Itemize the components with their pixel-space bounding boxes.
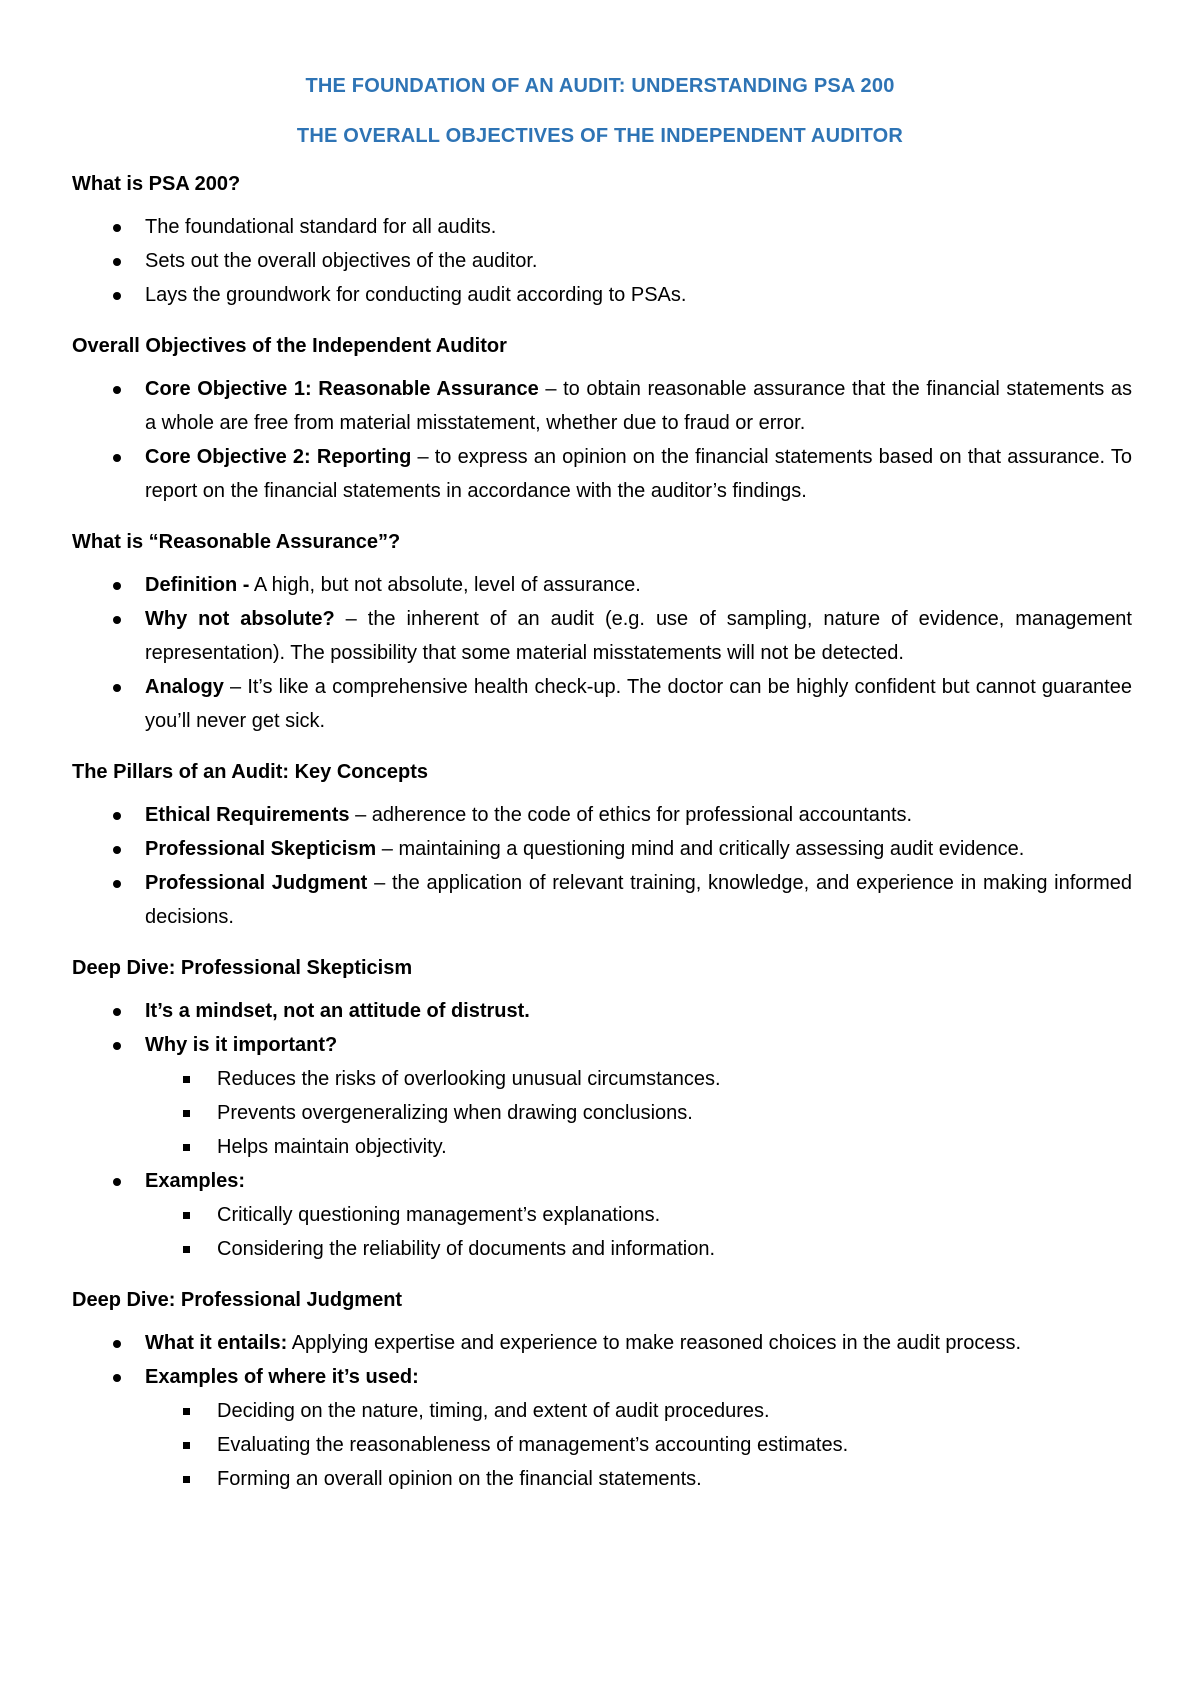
bullet-dot-icon <box>113 292 121 300</box>
sub-bullet-list <box>145 1198 1132 1266</box>
bullet-square-icon <box>183 1144 190 1151</box>
list-item-text: – adherence to the code of ethics for professional accountants. <box>349 804 913 826</box>
bullet-dot-icon <box>113 1042 121 1050</box>
list-item <box>72 866 1132 934</box>
sub-list-item <box>145 1130 1132 1164</box>
sub-list-item-text: Evaluating the reasonableness of management’s accounting estimates. <box>217 1434 849 1456</box>
list-item-term: Professional Skepticism <box>145 838 377 860</box>
sub-list-item-text: Considering the reliability of documents and information. <box>217 1238 716 1260</box>
bullet-dot-icon <box>113 812 121 820</box>
list-item-text: A high, but not absolute, level of assurance. <box>249 574 641 596</box>
list-item-term: It’s a mindset, not an attitude of distrust. <box>145 1000 530 1022</box>
list-item-text: – the inherent of an audit (e.g. use of sampling, nature of evidence, management representation). The possibility that some material misstatements will not be detected. <box>145 608 1132 664</box>
bullet-square-icon <box>183 1212 190 1219</box>
bullet-list <box>72 798 1132 934</box>
sub-list-item <box>145 1062 1132 1096</box>
bullet-dot-icon <box>113 582 121 590</box>
bullet-dot-icon <box>113 1374 121 1382</box>
list-item <box>72 210 1132 244</box>
document-body <box>72 170 1132 1496</box>
list-item-term: What it entails: <box>145 1332 288 1354</box>
list-item <box>72 568 1132 602</box>
bullet-dot-icon <box>113 224 121 232</box>
list-item <box>72 994 1132 1028</box>
bullet-square-icon <box>183 1408 190 1415</box>
section-heading: Overall Objectives of the Independent Auditor <box>72 335 507 357</box>
list-item <box>72 670 1132 738</box>
list-item <box>72 278 1132 312</box>
bullet-square-icon <box>183 1076 190 1083</box>
list-item <box>72 1360 1132 1496</box>
list-item-term: Ethical Requirements <box>145 804 350 826</box>
list-item <box>72 602 1132 670</box>
bullet-square-icon <box>183 1246 190 1253</box>
section-heading: Deep Dive: Professional Judgment <box>72 1289 403 1311</box>
bullet-list <box>72 1326 1128 1496</box>
bullet-dot-icon <box>113 684 121 692</box>
bullet-dot-icon <box>113 616 121 624</box>
bullet-dot-icon <box>113 846 121 854</box>
sub-list-item <box>145 1232 1132 1266</box>
list-item-text: Sets out the overall objectives of the auditor. <box>145 250 538 272</box>
bullet-list <box>72 372 1132 508</box>
bullet-dot-icon <box>113 258 121 266</box>
list-item-term: Analogy <box>145 676 224 698</box>
sub-list-item <box>145 1096 1132 1130</box>
sub-list-item <box>145 1428 1132 1462</box>
list-item-text: – maintaining a questioning mind and critically assessing audit evidence. <box>376 838 1025 860</box>
sub-list-item-text: Reduces the risks of overlooking unusual circumstances. <box>217 1068 721 1090</box>
sub-list-item-text: Helps maintain objectivity. <box>217 1136 447 1158</box>
list-item-text: – the application of relevant training, knowledge, and experience in making informed decisions. <box>145 872 1132 928</box>
section-heading: Deep Dive: Professional Skepticism <box>72 957 413 979</box>
sub-list-item-text: Deciding on the nature, timing, and extent of audit procedures. <box>217 1400 770 1422</box>
sub-list-item <box>145 1462 1132 1496</box>
bullet-square-icon <box>183 1110 190 1117</box>
sub-list-item-text: Critically questioning management’s explanations. <box>217 1204 661 1226</box>
bullet-square-icon <box>183 1442 190 1449</box>
list-item-term: Examples: <box>145 1170 246 1192</box>
bullet-dot-icon <box>113 1340 121 1348</box>
sub-list-item <box>145 1394 1132 1428</box>
section-heading: What is “Reasonable Assurance”? <box>72 531 401 553</box>
list-item-term: Why not absolute? <box>145 608 335 630</box>
list-item-term: Core Objective 1: Reasonable Assurance <box>145 378 539 400</box>
list-item-text: Lays the groundwork for conducting audit according to PSAs. <box>145 284 687 306</box>
list-item <box>72 1028 1132 1164</box>
list-item <box>72 832 1132 866</box>
list-item-term: Core Objective 2: Reporting <box>145 446 412 468</box>
list-item-text: The foundational standard for all audits. <box>145 216 497 238</box>
document-title: THE FOUNDATION OF AN AUDIT: UNDERSTANDING PSA 200 <box>305 75 895 97</box>
document-subtitle: THE OVERALL OBJECTIVES OF THE INDEPENDENT AUDITOR <box>296 125 904 147</box>
list-item <box>72 1164 1132 1266</box>
list-item-term: Why is it important? <box>145 1034 338 1056</box>
list-item <box>72 798 1132 832</box>
sub-list-item <box>145 1198 1132 1232</box>
sub-bullet-list <box>145 1062 1132 1164</box>
bullet-list <box>72 994 1128 1266</box>
list-item <box>72 1326 1132 1360</box>
list-item <box>72 244 1132 278</box>
bullet-list <box>72 210 1128 312</box>
bullet-dot-icon <box>113 880 121 888</box>
list-item-text: – to express an opinion on the financial statements based on that assurance. To report on the financial statements in accordance with the auditor’s findings. <box>145 446 1132 502</box>
list-item-text: Applying expertise and experience to make reasoned choices in the audit process. <box>287 1332 1022 1354</box>
list-item <box>72 440 1132 508</box>
list-item-text: – to obtain reasonable assurance that the financial statements as a whole are free from material misstatement, whether due to fraud or error. <box>145 378 1132 434</box>
sub-list-item-text: Forming an overall opinion on the financial statements. <box>217 1468 702 1490</box>
sub-bullet-list <box>145 1394 1132 1496</box>
list-item-text: – It’s like a comprehensive health check-up. The doctor can be highly confident but cannot guarantee you’ll never get sick. <box>145 676 1132 732</box>
section-heading: What is PSA 200? <box>72 173 241 195</box>
sub-list-item-text: Prevents overgeneralizing when drawing conclusions. <box>217 1102 693 1124</box>
list-item <box>72 372 1132 440</box>
bullet-list <box>72 568 1132 738</box>
list-item-term: Professional Judgment <box>145 872 368 894</box>
list-item-term: Definition - <box>145 574 250 596</box>
bullet-dot-icon <box>113 454 121 462</box>
list-item-term: Examples of where it’s used: <box>145 1366 419 1388</box>
bullet-dot-icon <box>113 1178 121 1186</box>
bullet-dot-icon <box>113 1008 121 1016</box>
bullet-square-icon <box>183 1476 190 1483</box>
bullet-dot-icon <box>113 386 121 394</box>
section-heading: The Pillars of an Audit: Key Concepts <box>72 761 428 783</box>
